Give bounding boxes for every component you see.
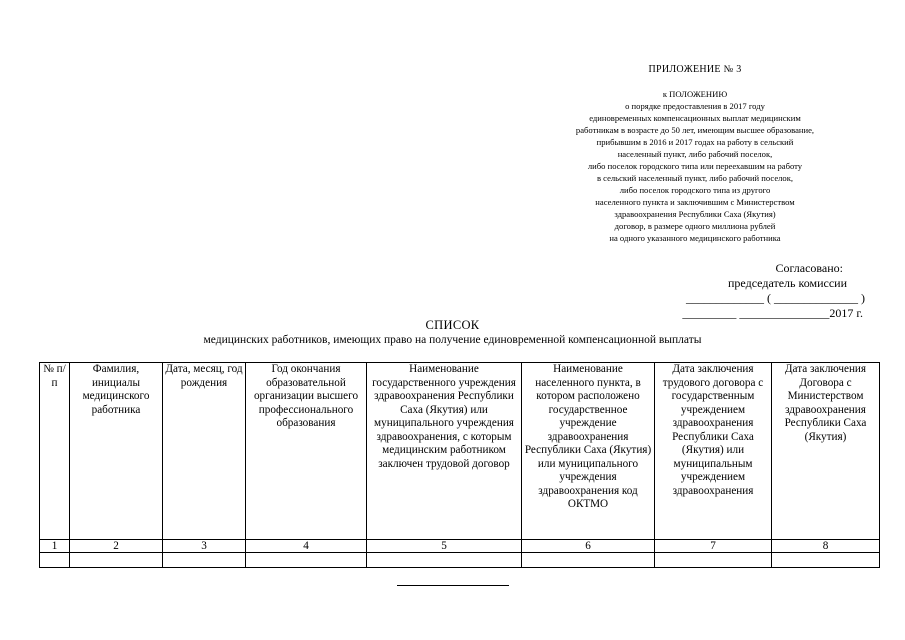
column-number: 7 <box>655 540 772 553</box>
appendix-line: о порядке предоставления в 2017 году <box>625 101 765 111</box>
table-cell <box>163 553 246 568</box>
column-number: 4 <box>246 540 367 553</box>
approval-date-line: _________ _______________2017 г. <box>682 306 863 320</box>
column-number: 6 <box>522 540 655 553</box>
appendix-line: прибывшим в 2016 и 2017 годах на работу в сельский <box>596 137 794 147</box>
approval-label: Согласовано: <box>775 261 843 275</box>
approval-chairman: председатель комиссии <box>728 276 847 290</box>
table-cell <box>70 553 163 568</box>
appendix-line: договор, в размере одного миллиона рублей <box>614 221 776 231</box>
appendix-line: на одного указанного медицинского работника <box>609 233 781 243</box>
appendix-line: единовременных компенсационных выплат медицинским <box>589 113 801 123</box>
table-cell <box>655 553 772 568</box>
header-ministry-contract-date: Дата заключения Договора с Министерством здравоохранения Республики Саха (Якутия) <box>772 363 880 540</box>
table-cell <box>522 553 655 568</box>
table-cell <box>367 553 522 568</box>
header-employment-contract-date: Дата заключения трудового договора с государственным учреждением здравоохранения Республики Саха (Якутия) или муниципальным учреждением здравоохранения <box>655 363 772 540</box>
column-number: 2 <box>70 540 163 553</box>
header-settlement-name: Наименование населенного пункта, в котором расположено государственное учреждение здравоохранения Республики Саха (Якутия) или муниципального учреждения здравоохранения код ОКТМО <box>522 363 655 540</box>
appendix-line: либо поселок городского типа из другого <box>619 185 771 195</box>
column-number: 5 <box>367 540 522 553</box>
header-graduation-year: Год окончания образовательной организации высшего профессионального образования <box>246 363 367 540</box>
footer-divider <box>397 585 509 586</box>
list-subtitle: медицинских работников, имеющих право на получение единовременной компенсационной выплаты <box>203 334 702 346</box>
workers-table <box>39 362 880 568</box>
approval-block <box>610 261 895 321</box>
table-header-row <box>40 363 880 540</box>
column-numbers-row <box>40 540 880 553</box>
appendix-title: ПРИЛОЖЕНИЕ № 3 <box>648 64 742 75</box>
header-number: № п/п <box>40 363 70 540</box>
table-row <box>40 553 880 568</box>
table-cell <box>246 553 367 568</box>
header-birth-date: Дата, месяц, год рождения <box>163 363 246 540</box>
column-number: 3 <box>163 540 246 553</box>
appendix-line: населенный пункт, либо рабочий поселок, <box>617 149 773 159</box>
appendix-line: населенного пункта и заключившим с Министерством <box>595 197 795 207</box>
header-institution-name: Наименование государственного учреждения здравоохранения Республики Саха (Якутия) или муниципального учреждения здравоохранения, с которым медицинским работником заключен трудовой договор <box>367 363 522 540</box>
list-title: СПИСОК <box>425 318 480 332</box>
table-cell <box>772 553 880 568</box>
approval-signature-line: _____________ ( ______________ ) <box>686 291 865 305</box>
appendix-line: работникам в возрасте до 50 лет, имеющим высшее образование, <box>575 125 815 135</box>
appendix-regulation-text <box>540 88 850 244</box>
appendix-line: к ПОЛОЖЕНИЮ <box>662 89 728 99</box>
header-full-name: Фамилия, инициалы медицинского работника <box>70 363 163 540</box>
column-number: 8 <box>772 540 880 553</box>
column-number: 1 <box>40 540 70 553</box>
appendix-line: здравоохранения Республики Саха (Якутия) <box>614 209 776 219</box>
appendix-line: либо поселок городского типа или переехавшим на работу <box>587 161 803 171</box>
appendix-line: в сельский населенный пункт, либо рабочий поселок, <box>596 173 794 183</box>
table-cell <box>40 553 70 568</box>
